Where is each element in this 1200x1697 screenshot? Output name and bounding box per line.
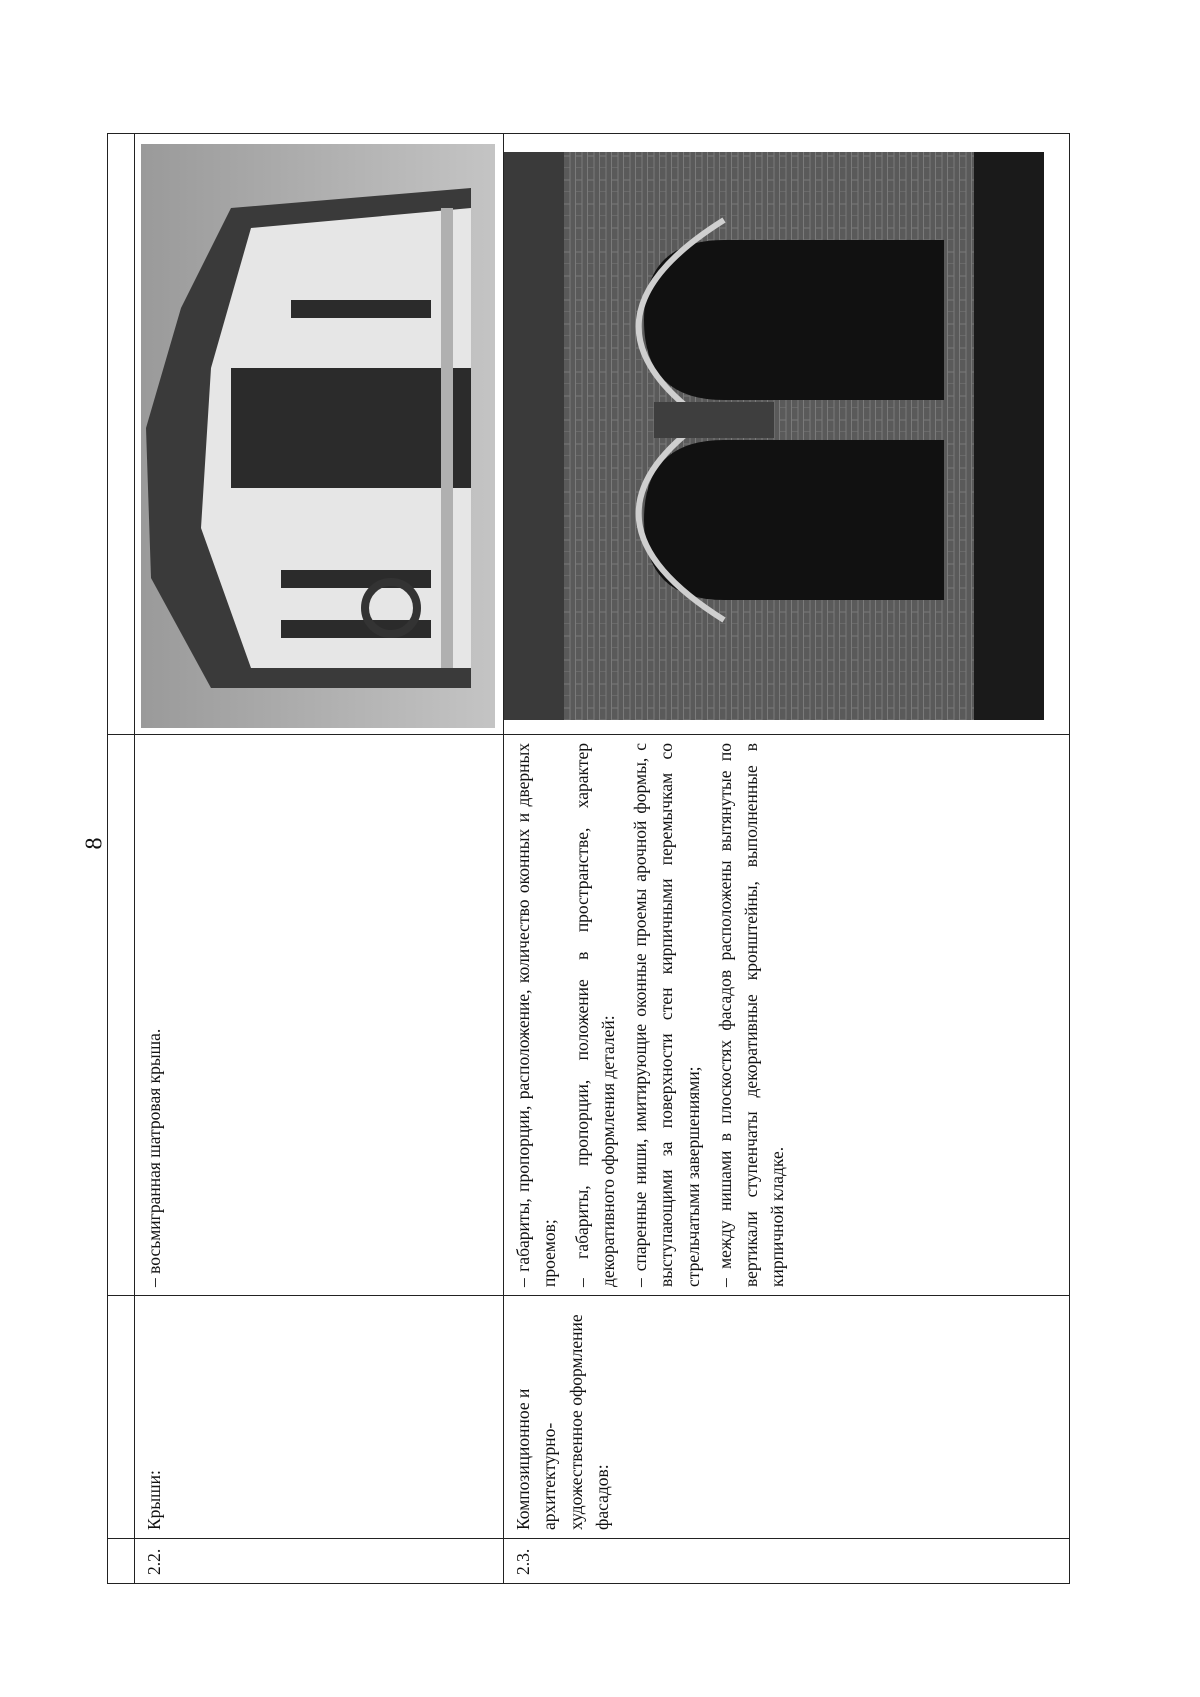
page-number: 8 <box>81 837 108 850</box>
row-text-cell <box>504 735 1070 1296</box>
table-row <box>504 134 1070 1584</box>
row-text-cell <box>135 735 504 1296</box>
row-text-line: – габариты, пропорции, положение в пространстве, характер декоративного оформления деталей: <box>571 743 618 1287</box>
row-photo-cell <box>135 134 504 735</box>
top-cell <box>108 1296 135 1539</box>
building-roof-photo-icon <box>141 144 495 728</box>
table-row <box>135 134 504 1584</box>
top-cell <box>108 735 135 1296</box>
row-text-line: – восьмигранная шатровая крыша. <box>144 1028 164 1287</box>
heritage-table <box>107 133 1070 1584</box>
row-label: Крыши: <box>144 1470 164 1530</box>
row-photo-cell <box>504 134 1070 735</box>
rotated-table-container <box>107 136 1102 1584</box>
top-cell <box>108 1539 135 1584</box>
row-text-line: – габариты, пропорции, расположение, количество оконных и дверных проемов; <box>513 743 560 1287</box>
row-number: 2.2. <box>144 1548 164 1575</box>
row-label: Композиционное и архитектурно-художественное оформление фасадов: <box>513 1314 612 1530</box>
row-text-line: – между нишами в плоскостях фасадов расположены вытянутые по вертикали ступенчаты декоративные кронштейны, выполненные в кирпичной кладке. <box>714 743 788 1287</box>
row-label-cell <box>504 1296 1070 1539</box>
top-cell <box>108 134 135 735</box>
row-number-cell <box>504 1539 1070 1584</box>
arched-niches-photo-icon <box>504 152 1044 720</box>
row-number-cell <box>135 1539 504 1584</box>
table-top-row <box>108 134 135 1584</box>
row-label-cell <box>135 1296 504 1539</box>
row-number: 2.3. <box>513 1548 533 1575</box>
row-text-line: – спаренные ниши, имитирующие оконные проемы арочной формы, с выступающими за поверхности стен кирпичными перемычкам со стрельчатыми завершениями; <box>630 743 703 1287</box>
